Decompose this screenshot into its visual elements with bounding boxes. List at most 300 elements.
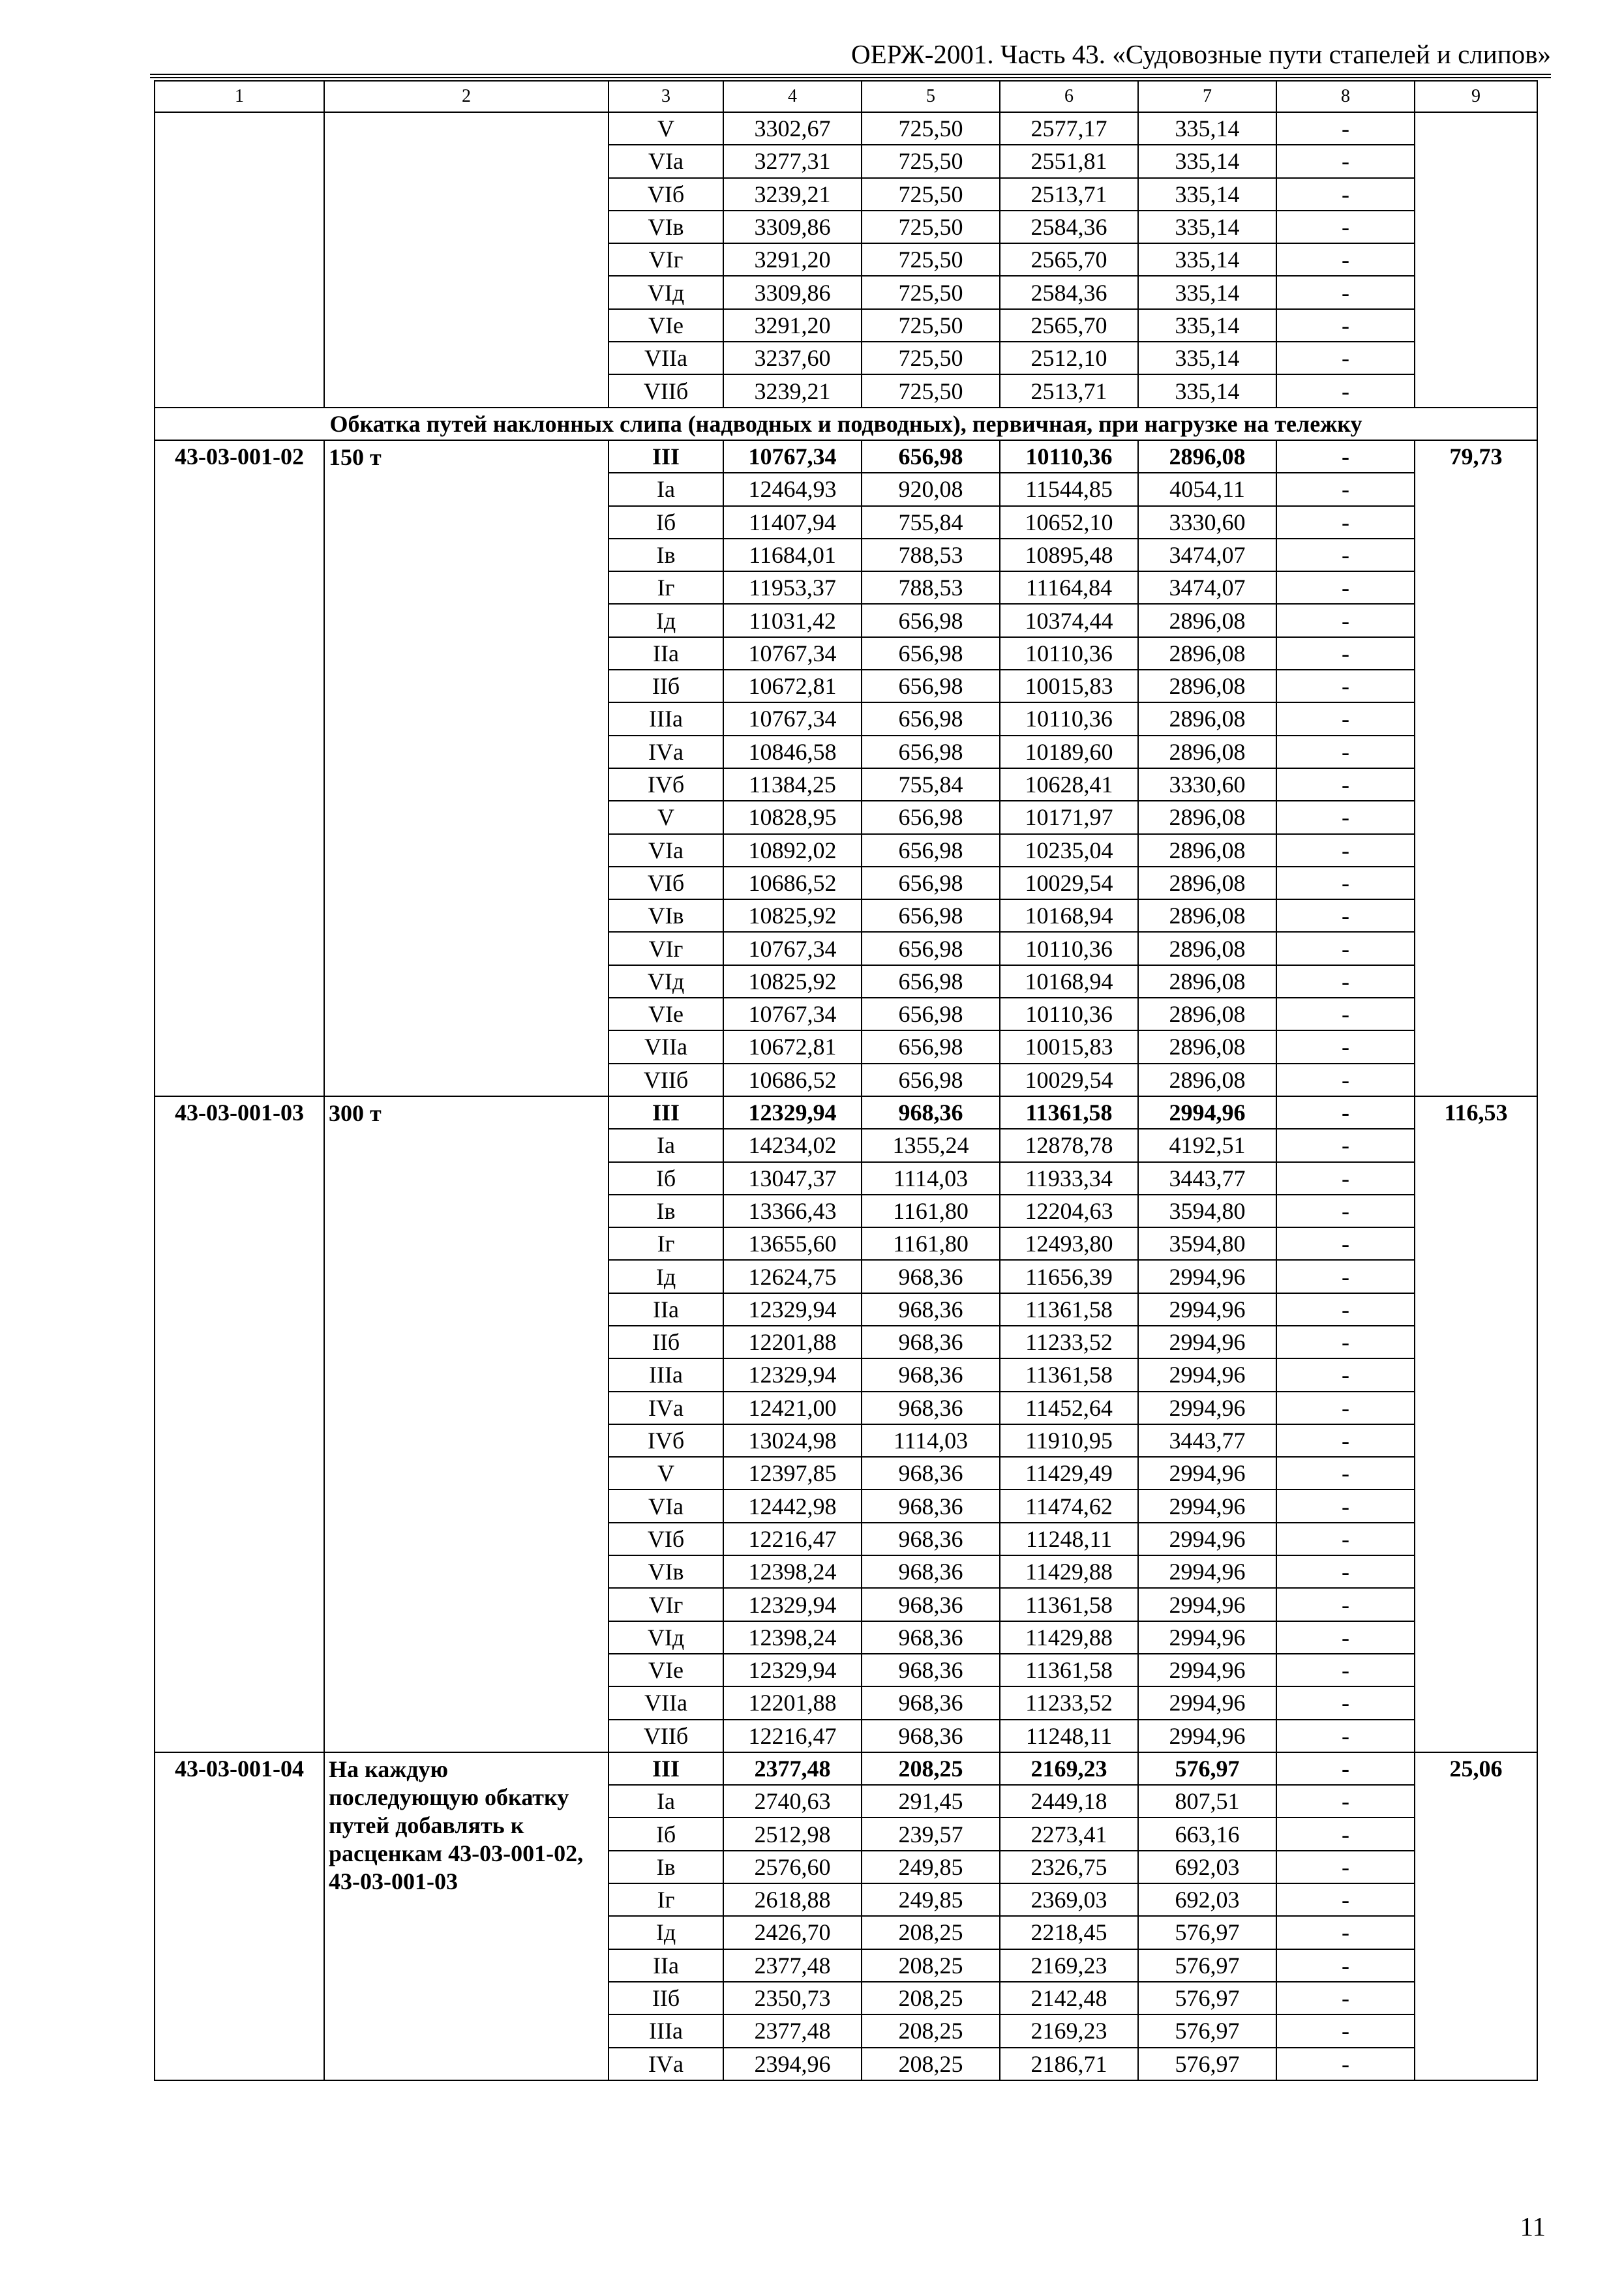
materials-cost-cell: 11164,84 bbox=[1000, 571, 1138, 604]
page-number: 11 bbox=[1520, 2211, 1546, 2241]
labor-cost-cell: 968,36 bbox=[862, 1293, 1000, 1326]
direct-cost-cell: 2377,48 bbox=[723, 1752, 862, 1785]
materials-cost-cell: 11656,39 bbox=[1000, 1260, 1138, 1293]
rate-code: 43-03-001-02 bbox=[155, 440, 324, 1096]
materials-cost-cell: 2218,45 bbox=[1000, 1916, 1138, 1949]
zone-cell: Iд bbox=[609, 1260, 723, 1293]
zone-cell: III bbox=[609, 440, 723, 473]
col8-cell: - bbox=[1276, 1195, 1415, 1227]
labor-cost-cell: 968,36 bbox=[862, 1654, 1000, 1686]
col8-cell: - bbox=[1276, 998, 1415, 1030]
labor-cost-cell: 656,98 bbox=[862, 440, 1000, 473]
zone-cell: IVб bbox=[609, 768, 723, 801]
col8-cell: - bbox=[1276, 932, 1415, 965]
direct-cost-cell: 11384,25 bbox=[723, 768, 862, 801]
machine-cost-cell: 335,14 bbox=[1138, 178, 1276, 211]
machine-cost-cell: 2896,08 bbox=[1138, 998, 1276, 1030]
labor-cost-cell: 755,84 bbox=[862, 506, 1000, 539]
zone-cell: V bbox=[609, 112, 723, 145]
column-number-row bbox=[155, 81, 1537, 112]
col8-cell: - bbox=[1276, 1392, 1415, 1424]
materials-cost-cell: 11248,11 bbox=[1000, 1720, 1138, 1752]
rate-description: 150 т bbox=[324, 440, 609, 1096]
zone-cell: VIв bbox=[609, 899, 723, 932]
direct-cost-cell: 11953,37 bbox=[723, 571, 862, 604]
zone-cell: Iг bbox=[609, 1227, 723, 1260]
machine-cost-cell: 2994,96 bbox=[1138, 1654, 1276, 1686]
machine-cost-cell: 2994,96 bbox=[1138, 1457, 1276, 1489]
machine-cost-cell: 335,14 bbox=[1138, 211, 1276, 243]
direct-cost-cell: 10828,95 bbox=[723, 801, 862, 833]
col8-cell: - bbox=[1276, 1654, 1415, 1686]
direct-cost-cell: 2740,63 bbox=[723, 1785, 862, 1818]
labor-cost-cell: 656,98 bbox=[862, 867, 1000, 899]
col8-cell: - bbox=[1276, 276, 1415, 308]
zone-cell: Iг bbox=[609, 571, 723, 604]
direct-cost-cell: 12329,94 bbox=[723, 1358, 862, 1391]
direct-cost-cell: 13655,60 bbox=[723, 1227, 862, 1260]
direct-cost-cell: 12442,98 bbox=[723, 1489, 862, 1522]
labor-cost-cell: 208,25 bbox=[862, 1982, 1000, 2014]
col8-cell: - bbox=[1276, 1326, 1415, 1358]
labor-cost-cell: 725,50 bbox=[862, 374, 1000, 407]
materials-cost-cell: 10029,54 bbox=[1000, 867, 1138, 899]
labor-hours: 116,53 bbox=[1415, 1096, 1537, 1752]
machine-cost-cell: 335,14 bbox=[1138, 374, 1276, 407]
col8-cell: - bbox=[1276, 702, 1415, 735]
direct-cost-cell: 12216,47 bbox=[723, 1523, 862, 1555]
machine-cost-cell: 335,14 bbox=[1138, 243, 1276, 276]
zone-cell: IIб bbox=[609, 1326, 723, 1358]
materials-cost-cell: 11361,58 bbox=[1000, 1654, 1138, 1686]
labor-cost-cell: 1114,03 bbox=[862, 1424, 1000, 1457]
materials-cost-cell: 10110,36 bbox=[1000, 998, 1138, 1030]
labor-cost-cell: 968,36 bbox=[862, 1358, 1000, 1391]
materials-cost-cell: 12493,80 bbox=[1000, 1227, 1138, 1260]
materials-cost-cell: 10110,36 bbox=[1000, 932, 1138, 965]
materials-cost-cell: 2584,36 bbox=[1000, 211, 1138, 243]
labor-hours: 79,73 bbox=[1415, 440, 1537, 1096]
column-number: 4 bbox=[723, 81, 862, 112]
machine-cost-cell: 2994,96 bbox=[1138, 1588, 1276, 1621]
direct-cost-cell: 3277,31 bbox=[723, 145, 862, 177]
direct-cost-cell: 2426,70 bbox=[723, 1916, 862, 1949]
col8-cell: - bbox=[1276, 1883, 1415, 1916]
machine-cost-cell: 2994,96 bbox=[1138, 1326, 1276, 1358]
labor-cost-cell: 968,36 bbox=[862, 1457, 1000, 1489]
labor-cost-cell: 1355,24 bbox=[862, 1129, 1000, 1161]
zone-cell: Iб bbox=[609, 1162, 723, 1195]
col8-cell: - bbox=[1276, 211, 1415, 243]
direct-cost-cell: 12329,94 bbox=[723, 1293, 862, 1326]
materials-cost-cell: 10015,83 bbox=[1000, 670, 1138, 702]
col8-cell: - bbox=[1276, 1621, 1415, 1654]
table-row bbox=[155, 112, 1537, 145]
labor-cost-cell: 725,50 bbox=[862, 276, 1000, 308]
col8-cell: - bbox=[1276, 1720, 1415, 1752]
labor-cost-cell: 1161,80 bbox=[862, 1195, 1000, 1227]
direct-cost-cell: 12201,88 bbox=[723, 1326, 862, 1358]
zone-cell: IVа bbox=[609, 2048, 723, 2080]
zone-cell: VIIа bbox=[609, 1686, 723, 1719]
zone-cell: VIб bbox=[609, 1523, 723, 1555]
section-row bbox=[155, 408, 1537, 440]
zone-cell: Iг bbox=[609, 1883, 723, 1916]
zone-cell: Iа bbox=[609, 1129, 723, 1161]
direct-cost-cell: 11031,42 bbox=[723, 604, 862, 636]
zone-cell: IVа bbox=[609, 736, 723, 768]
column-number: 9 bbox=[1415, 81, 1537, 112]
zone-cell: VIв bbox=[609, 211, 723, 243]
col8-cell: - bbox=[1276, 1686, 1415, 1719]
col8-cell: - bbox=[1276, 1752, 1415, 1785]
materials-cost-cell: 2186,71 bbox=[1000, 2048, 1138, 2080]
materials-cost-cell: 10110,36 bbox=[1000, 702, 1138, 735]
labor-cost-cell: 968,36 bbox=[862, 1621, 1000, 1654]
labor-cost-cell: 656,98 bbox=[862, 834, 1000, 867]
col8-cell: - bbox=[1276, 1916, 1415, 1949]
zone-cell: VIв bbox=[609, 1555, 723, 1588]
materials-cost-cell: 11933,34 bbox=[1000, 1162, 1138, 1195]
zone-cell: VIе bbox=[609, 998, 723, 1030]
zone-cell: Iв bbox=[609, 1195, 723, 1227]
direct-cost-cell: 12398,24 bbox=[723, 1621, 862, 1654]
machine-cost-cell: 807,51 bbox=[1138, 1785, 1276, 1818]
direct-cost-cell: 3309,86 bbox=[723, 276, 862, 308]
machine-cost-cell: 2994,96 bbox=[1138, 1293, 1276, 1326]
machine-cost-cell: 3330,60 bbox=[1138, 768, 1276, 801]
materials-cost-cell: 2512,10 bbox=[1000, 342, 1138, 374]
zone-cell: IIа bbox=[609, 637, 723, 670]
machine-cost-cell: 2896,08 bbox=[1138, 702, 1276, 735]
labor-cost-cell: 1114,03 bbox=[862, 1162, 1000, 1195]
direct-cost-cell: 2377,48 bbox=[723, 1949, 862, 1982]
direct-cost-cell: 12398,24 bbox=[723, 1555, 862, 1588]
rate-code: 43-03-001-03 bbox=[155, 1096, 324, 1752]
col8-cell: - bbox=[1276, 473, 1415, 505]
materials-cost-cell: 11452,64 bbox=[1000, 1392, 1138, 1424]
machine-cost-cell: 576,97 bbox=[1138, 1949, 1276, 1982]
labor-cost-cell: 968,36 bbox=[862, 1489, 1000, 1522]
materials-cost-cell: 10895,48 bbox=[1000, 539, 1138, 571]
materials-cost-cell: 2513,71 bbox=[1000, 374, 1138, 407]
labor-cost-cell: 656,98 bbox=[862, 899, 1000, 932]
zone-cell: Iа bbox=[609, 1785, 723, 1818]
materials-cost-cell: 11361,58 bbox=[1000, 1588, 1138, 1621]
labor-cost-cell: 656,98 bbox=[862, 604, 1000, 636]
direct-cost-cell: 2394,96 bbox=[723, 2048, 862, 2080]
machine-cost-cell: 2896,08 bbox=[1138, 965, 1276, 998]
direct-cost-cell: 10672,81 bbox=[723, 1030, 862, 1063]
materials-cost-cell: 2326,75 bbox=[1000, 1851, 1138, 1883]
col8-cell: - bbox=[1276, 1818, 1415, 1850]
materials-cost-cell: 10168,94 bbox=[1000, 965, 1138, 998]
col8-cell: - bbox=[1276, 736, 1415, 768]
col8-cell: - bbox=[1276, 1949, 1415, 1982]
zone-cell: IVа bbox=[609, 1392, 723, 1424]
labor-cost-cell: 656,98 bbox=[862, 998, 1000, 1030]
materials-cost-cell: 10652,10 bbox=[1000, 506, 1138, 539]
machine-cost-cell: 2896,08 bbox=[1138, 867, 1276, 899]
machine-cost-cell: 4192,51 bbox=[1138, 1129, 1276, 1161]
column-number: 5 bbox=[862, 81, 1000, 112]
direct-cost-cell: 10767,34 bbox=[723, 637, 862, 670]
direct-cost-cell: 3237,60 bbox=[723, 342, 862, 374]
col8-cell: - bbox=[1276, 539, 1415, 571]
materials-cost-cell: 11233,52 bbox=[1000, 1686, 1138, 1719]
zone-cell: VIIб bbox=[609, 1720, 723, 1752]
machine-cost-cell: 2994,96 bbox=[1138, 1392, 1276, 1424]
materials-cost-cell: 11361,58 bbox=[1000, 1096, 1138, 1129]
materials-cost-cell: 10235,04 bbox=[1000, 834, 1138, 867]
machine-cost-cell: 2994,96 bbox=[1138, 1096, 1276, 1129]
section-title: Обкатка путей наклонных слипа (надводных и подводных), первичная, при нагрузке на тележку bbox=[155, 408, 1537, 440]
machine-cost-cell: 2896,08 bbox=[1138, 1030, 1276, 1063]
zone-cell: VIг bbox=[609, 243, 723, 276]
labor-cost-cell: 725,50 bbox=[862, 309, 1000, 342]
machine-cost-cell: 3474,07 bbox=[1138, 539, 1276, 571]
labor-cost-cell: 656,98 bbox=[862, 670, 1000, 702]
machine-cost-cell: 3474,07 bbox=[1138, 571, 1276, 604]
materials-cost-cell: 2273,41 bbox=[1000, 1818, 1138, 1850]
machine-cost-cell: 2994,96 bbox=[1138, 1260, 1276, 1293]
col8-cell: - bbox=[1276, 1227, 1415, 1260]
materials-cost-cell: 2169,23 bbox=[1000, 2014, 1138, 2047]
direct-cost-cell: 11684,01 bbox=[723, 539, 862, 571]
zone-cell: VIг bbox=[609, 932, 723, 965]
materials-cost-cell: 10110,36 bbox=[1000, 637, 1138, 670]
labor-cost-cell: 656,98 bbox=[862, 736, 1000, 768]
labor-cost-cell: 208,25 bbox=[862, 2014, 1000, 2047]
direct-cost-cell: 2377,48 bbox=[723, 2014, 862, 2047]
col8-cell: - bbox=[1276, 440, 1415, 473]
direct-cost-cell: 3309,86 bbox=[723, 211, 862, 243]
machine-cost-cell: 335,14 bbox=[1138, 276, 1276, 308]
zone-cell: VIIб bbox=[609, 374, 723, 407]
col8-cell: - bbox=[1276, 374, 1415, 407]
labor-cost-cell: 291,45 bbox=[862, 1785, 1000, 1818]
zone-cell: Iб bbox=[609, 1818, 723, 1850]
table-row bbox=[155, 440, 1537, 473]
col8-cell: - bbox=[1276, 1129, 1415, 1161]
materials-cost-cell: 11429,88 bbox=[1000, 1621, 1138, 1654]
materials-cost-cell: 11910,95 bbox=[1000, 1424, 1138, 1457]
labor-cost-cell: 208,25 bbox=[862, 1916, 1000, 1949]
table-row bbox=[155, 1752, 1537, 1785]
direct-cost-cell: 10767,34 bbox=[723, 702, 862, 735]
col8-cell: - bbox=[1276, 1162, 1415, 1195]
column-number: 8 bbox=[1276, 81, 1415, 112]
col8-cell: - bbox=[1276, 801, 1415, 833]
labor-cost-cell: 656,98 bbox=[862, 637, 1000, 670]
col8-cell: - bbox=[1276, 1260, 1415, 1293]
col8-cell: - bbox=[1276, 1851, 1415, 1883]
direct-cost-cell: 10767,34 bbox=[723, 932, 862, 965]
labor-cost-cell: 755,84 bbox=[862, 768, 1000, 801]
zone-cell: Iд bbox=[609, 604, 723, 636]
labor-cost-cell: 920,08 bbox=[862, 473, 1000, 505]
zone-cell: VIIа bbox=[609, 342, 723, 374]
labor-cost-cell: 1161,80 bbox=[862, 1227, 1000, 1260]
machine-cost-cell: 3330,60 bbox=[1138, 506, 1276, 539]
rate-code: 43-03-001-04 bbox=[155, 1752, 324, 2080]
labor-cost-cell: 725,50 bbox=[862, 112, 1000, 145]
zone-cell: IIIа bbox=[609, 2014, 723, 2047]
machine-cost-cell: 576,97 bbox=[1138, 1752, 1276, 1785]
col8-cell: - bbox=[1276, 1785, 1415, 1818]
materials-cost-cell: 11544,85 bbox=[1000, 473, 1138, 505]
direct-cost-cell: 12201,88 bbox=[723, 1686, 862, 1719]
zone-cell: III bbox=[609, 1096, 723, 1129]
zone-cell: Iд bbox=[609, 1916, 723, 1949]
machine-cost-cell: 2896,08 bbox=[1138, 834, 1276, 867]
materials-cost-cell: 11429,49 bbox=[1000, 1457, 1138, 1489]
direct-cost-cell: 3291,20 bbox=[723, 243, 862, 276]
direct-cost-cell: 10892,02 bbox=[723, 834, 862, 867]
labor-cost-cell: 725,50 bbox=[862, 243, 1000, 276]
direct-cost-cell: 10767,34 bbox=[723, 998, 862, 1030]
materials-cost-cell: 10015,83 bbox=[1000, 1030, 1138, 1063]
zone-cell: VIг bbox=[609, 1588, 723, 1621]
zone-cell: VIIа bbox=[609, 1030, 723, 1063]
materials-cost-cell: 11474,62 bbox=[1000, 1489, 1138, 1522]
machine-cost-cell: 2896,08 bbox=[1138, 932, 1276, 965]
rate-description: На каждую последующую обкатку путей добавлять к расценкам 43-03-001-02, 43-03-001-03 bbox=[324, 1752, 609, 2080]
direct-cost-cell: 12624,75 bbox=[723, 1260, 862, 1293]
machine-cost-cell: 2896,08 bbox=[1138, 637, 1276, 670]
labor-cost-cell: 968,36 bbox=[862, 1326, 1000, 1358]
col8-cell: - bbox=[1276, 834, 1415, 867]
zone-cell: VIб bbox=[609, 178, 723, 211]
labor-cost-cell: 725,50 bbox=[862, 178, 1000, 211]
machine-cost-cell: 335,14 bbox=[1138, 309, 1276, 342]
machine-cost-cell: 692,03 bbox=[1138, 1883, 1276, 1916]
col8-cell: - bbox=[1276, 506, 1415, 539]
direct-cost-cell: 12464,93 bbox=[723, 473, 862, 505]
materials-cost-cell: 2169,23 bbox=[1000, 1752, 1138, 1785]
machine-cost-cell: 2994,96 bbox=[1138, 1555, 1276, 1588]
direct-cost-cell: 12421,00 bbox=[723, 1392, 862, 1424]
rate-description: 300 т bbox=[324, 1096, 609, 1752]
direct-cost-cell: 12329,94 bbox=[723, 1096, 862, 1129]
materials-cost-cell: 12878,78 bbox=[1000, 1129, 1138, 1161]
labor-cost-cell: 725,50 bbox=[862, 211, 1000, 243]
labor-cost-cell: 968,36 bbox=[862, 1096, 1000, 1129]
machine-cost-cell: 335,14 bbox=[1138, 342, 1276, 374]
materials-cost-cell: 10189,60 bbox=[1000, 736, 1138, 768]
direct-cost-cell: 13024,98 bbox=[723, 1424, 862, 1457]
header-rule bbox=[150, 74, 1551, 78]
zone-cell: VIа bbox=[609, 145, 723, 177]
machine-cost-cell: 335,14 bbox=[1138, 112, 1276, 145]
machine-cost-cell: 2896,08 bbox=[1138, 604, 1276, 636]
direct-cost-cell: 12397,85 bbox=[723, 1457, 862, 1489]
col8-cell: - bbox=[1276, 178, 1415, 211]
materials-cost-cell: 11361,58 bbox=[1000, 1358, 1138, 1391]
direct-cost-cell: 3302,67 bbox=[723, 112, 862, 145]
materials-cost-cell: 2169,23 bbox=[1000, 1949, 1138, 1982]
page-header: ОЕРЖ-2001. Часть 43. «Судовозные пути стапелей и слипов» bbox=[850, 39, 1551, 69]
zone-cell: IIа bbox=[609, 1293, 723, 1326]
labor-cost-cell: 249,85 bbox=[862, 1851, 1000, 1883]
labor-cost-cell: 656,98 bbox=[862, 702, 1000, 735]
zone-cell: III bbox=[609, 1752, 723, 1785]
col8-cell: - bbox=[1276, 899, 1415, 932]
col8-cell: - bbox=[1276, 243, 1415, 276]
col8-cell: - bbox=[1276, 965, 1415, 998]
zone-cell: Iв bbox=[609, 1851, 723, 1883]
materials-cost-cell: 10628,41 bbox=[1000, 768, 1138, 801]
col8-cell: - bbox=[1276, 1489, 1415, 1522]
labor-cost-cell: 968,36 bbox=[862, 1392, 1000, 1424]
materials-cost-cell: 10168,94 bbox=[1000, 899, 1138, 932]
direct-cost-cell: 13047,37 bbox=[723, 1162, 862, 1195]
zone-cell: V bbox=[609, 801, 723, 833]
materials-cost-cell: 2449,18 bbox=[1000, 1785, 1138, 1818]
col8-cell: - bbox=[1276, 571, 1415, 604]
labor-cost-cell: 968,36 bbox=[862, 1523, 1000, 1555]
direct-cost-cell: 2618,88 bbox=[723, 1883, 862, 1916]
column-number: 2 bbox=[324, 81, 609, 112]
table-row bbox=[155, 1096, 1537, 1129]
machine-cost-cell: 576,97 bbox=[1138, 1916, 1276, 1949]
col8-cell: - bbox=[1276, 1030, 1415, 1063]
col8-cell: - bbox=[1276, 112, 1415, 145]
zone-cell: IVб bbox=[609, 1424, 723, 1457]
col8-cell: - bbox=[1276, 1358, 1415, 1391]
zone-cell: V bbox=[609, 1457, 723, 1489]
col8-cell: - bbox=[1276, 2014, 1415, 2047]
labor-cost-cell: 239,57 bbox=[862, 1818, 1000, 1850]
machine-cost-cell: 576,97 bbox=[1138, 2014, 1276, 2047]
labor-cost-cell: 725,50 bbox=[862, 342, 1000, 374]
col8-cell: - bbox=[1276, 1555, 1415, 1588]
labor-cost-cell: 788,53 bbox=[862, 571, 1000, 604]
zone-cell: VIа bbox=[609, 834, 723, 867]
col8-cell: - bbox=[1276, 1523, 1415, 1555]
zone-cell: Iа bbox=[609, 473, 723, 505]
labor-cost-cell: 725,50 bbox=[862, 145, 1000, 177]
zone-cell: IIIа bbox=[609, 1358, 723, 1391]
labor-cost-cell: 656,98 bbox=[862, 1064, 1000, 1096]
machine-cost-cell: 2896,08 bbox=[1138, 670, 1276, 702]
direct-cost-cell: 3239,21 bbox=[723, 374, 862, 407]
column-number: 3 bbox=[609, 81, 723, 112]
machine-cost-cell: 692,03 bbox=[1138, 1851, 1276, 1883]
col8-cell: - bbox=[1276, 1293, 1415, 1326]
direct-cost-cell: 3239,21 bbox=[723, 178, 862, 211]
machine-cost-cell: 3443,77 bbox=[1138, 1162, 1276, 1195]
col8-cell: - bbox=[1276, 637, 1415, 670]
col8-cell: - bbox=[1276, 309, 1415, 342]
direct-cost-cell: 12329,94 bbox=[723, 1654, 862, 1686]
labor-cost-cell: 788,53 bbox=[862, 539, 1000, 571]
labor-cost-cell: 208,25 bbox=[862, 1752, 1000, 1785]
materials-cost-cell: 2551,81 bbox=[1000, 145, 1138, 177]
direct-cost-cell: 3291,20 bbox=[723, 309, 862, 342]
col8-cell: - bbox=[1276, 2048, 1415, 2080]
direct-cost-cell: 2512,98 bbox=[723, 1818, 862, 1850]
materials-cost-cell: 2513,71 bbox=[1000, 178, 1138, 211]
empty-code-cell bbox=[155, 112, 324, 408]
col8-cell: - bbox=[1276, 670, 1415, 702]
materials-cost-cell: 10110,36 bbox=[1000, 440, 1138, 473]
zone-cell: Iв bbox=[609, 539, 723, 571]
column-number: 6 bbox=[1000, 81, 1138, 112]
direct-cost-cell: 2350,73 bbox=[723, 1982, 862, 2014]
machine-cost-cell: 335,14 bbox=[1138, 145, 1276, 177]
direct-cost-cell: 2576,60 bbox=[723, 1851, 862, 1883]
